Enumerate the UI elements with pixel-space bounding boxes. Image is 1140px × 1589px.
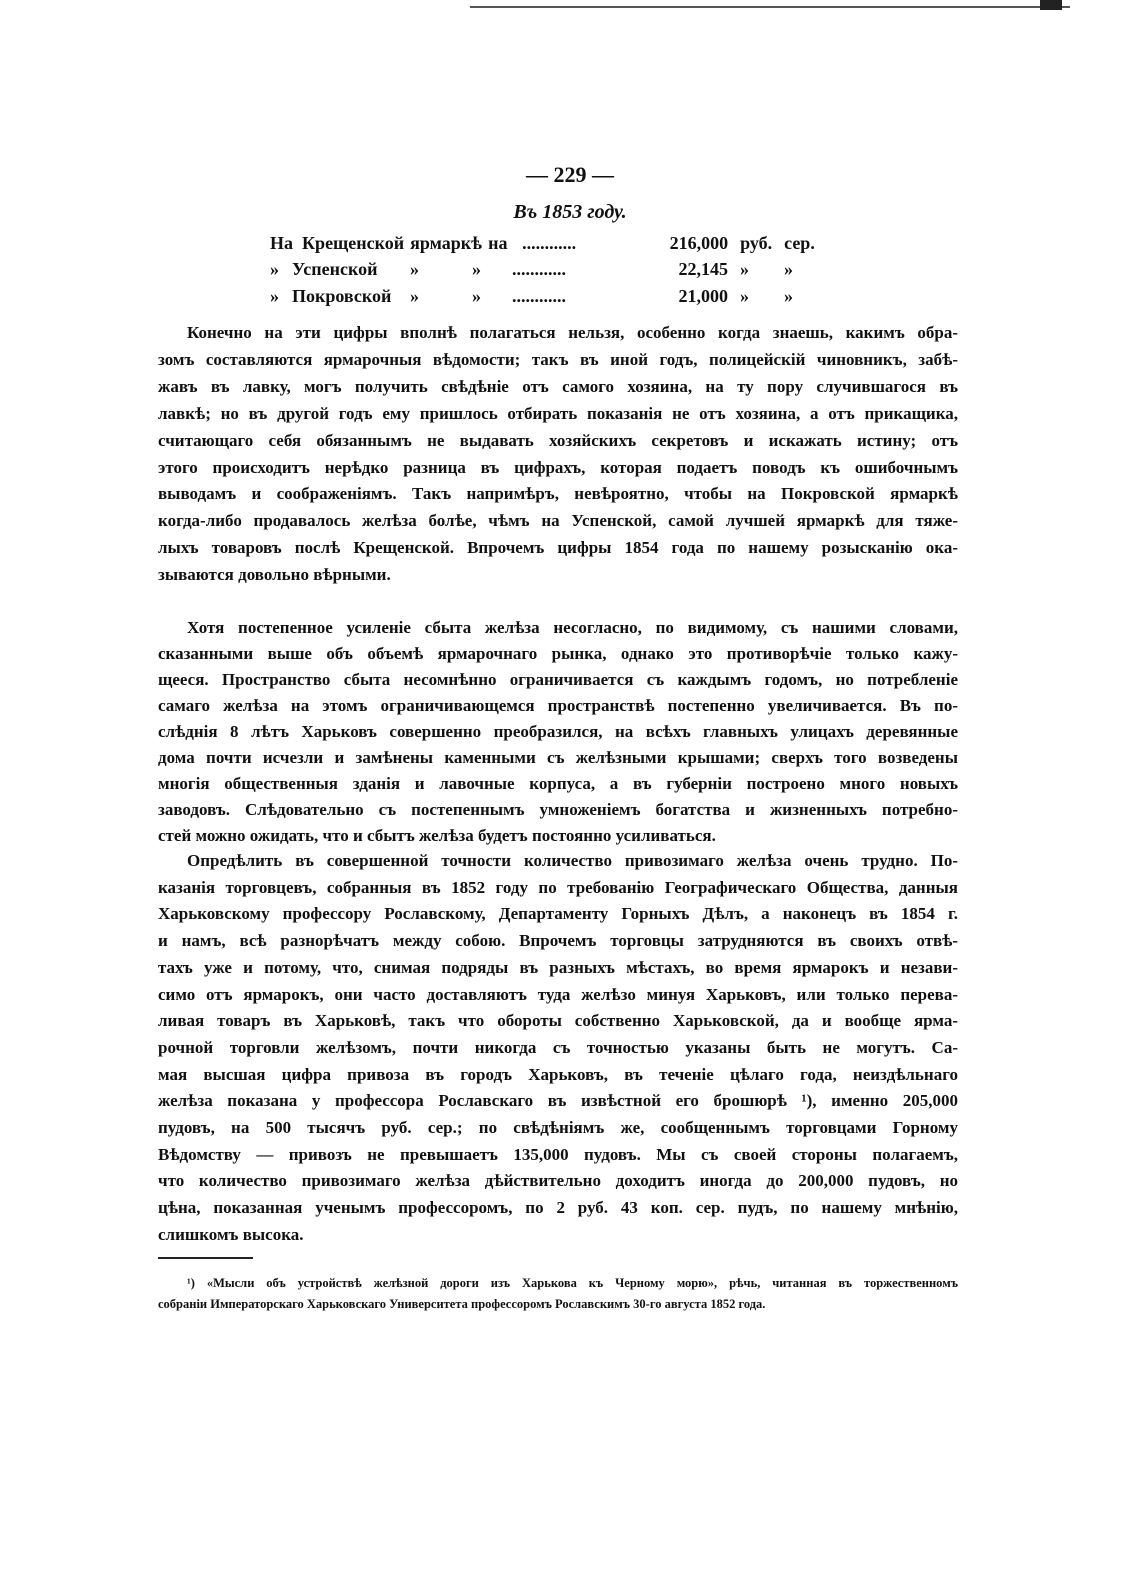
paragraph-line: и намъ, всѣ разнорѣчатъ между собою. Впрочемъ торговцы затрудняются въ своихъ отвѣ- [158,931,958,951]
fair-table-name: Успенской [292,259,378,279]
scan-edge-mark [1040,0,1062,10]
paragraph-line: что количество привозимаго желѣза дѣйствительно доходитъ иногда до 200,000 пудовъ, но [158,1171,958,1191]
fair-table-prefix: На [270,233,294,253]
fair-table-amount: 216,000 [669,233,729,253]
paragraph-line: когда-либо продавалось желѣза болѣе, чѣмъ на Успенской, самой лучшей ярмаркѣ для тяже- [158,511,958,531]
fair-table-unit1: » [740,286,749,306]
fair-table-name: Крещенской [302,233,405,253]
fair-table-row [270,257,834,281]
fair-table-prefix: » [270,286,279,306]
paragraph-line: симо отъ ярмарокъ, они часто доставляютъ туда желѣзо минуя Харьковъ, или только перева- [158,984,958,1004]
paragraph-line: Хотя постепенное усиленіе сбыта желѣза несогласно, по видимому, съ нашими словами, [187,618,958,637]
fair-table-dots: ............ [512,259,566,279]
fair-table-unit2: » [784,286,793,306]
paragraph-line: этого происходитъ нерѣдко разница въ цифрахъ, которая подаетъ поводъ къ ошибочнымъ [158,457,958,477]
fair-table-row [270,284,834,308]
paragraph-line: жавъ въ лавку, могъ получить свѣдѣніе отъ самого хозяина, на ту пору случившагося въ [158,376,958,396]
page-number: — 229 — [526,162,614,187]
paragraph-line: тахъ уже и потому, что, снимая подряды въ разныхъ мѣстахъ, во время ярмарокъ и незави- [158,957,958,977]
paragraph-line: слѣднія 8 лѣтъ Харьковъ совершенно преобразился, на всѣхъ главныхъ улицахъ деревянные [158,722,958,741]
paragraph-line: самаго желѣза на этомъ ограничивающемся пространствѣ постепенно увеличивается. Въ по- [158,696,958,715]
paragraph-line: Харьковскому профессору Рославскому, Департаменту Горныхъ Дѣлъ, а наконецъ въ 1854 г. [158,904,958,924]
paragraph-line: цѣна, показанная ученымъ профессоромъ, по 2 руб. 43 коп. сер. пудъ, по нашему мнѣнію, [158,1198,958,1218]
paragraph-line: заводовъ. Слѣдовательно съ постепеннымъ умноженіемъ богатства и жизненныхъ потребно- [158,800,958,819]
fair-table-prefix: » [270,259,279,279]
paragraph-line: рочной торговли желѣзомъ, почти никогда съ точностью указаны быть не могутъ. Са- [158,1037,958,1057]
fair-table-mid2: на [488,233,508,253]
paragraph-line: дома почти исчезли и замѣнены каменными съ желѣзными крышами; сверхъ того возведены [158,748,958,767]
paragraph-line: лыхъ товаровъ послѣ Крещенской. Впрочемъ цифры 1854 года по нашему розысканію ока- [158,538,958,558]
fair-table-row [270,231,834,255]
paragraph-line: выводамъ и соображеніямъ. Такъ напримѣръ, невѣроятно, чтобы на Покровской ярмаркѣ [158,484,958,504]
fair-table-unit2: » [784,259,793,279]
paragraph-line: многія общественныя зданія и лавочные корпуса, а въ губерніи построено много новыхъ [158,774,958,793]
paragraph-line: желѣза показана у профессора Рославскаго въ извѣстной его брошюрѣ ¹), именно 205,000 [158,1091,958,1111]
footnote-rule [158,1257,253,1259]
paragraph-line: сказанными выше объ объемѣ ярмарочнаго рынка, однако это противорѣчіе только кажу- [158,644,958,663]
fair-table-unit1: » [740,259,749,279]
fair-table-amount: 21,000 [678,286,728,306]
paragraph-line: Опредѣлить въ совершенной точности количество привозимаго желѣза очень трудно. По- [187,851,958,870]
paragraph-line: мая высшая цифра привоза въ городъ Харьковъ, въ теченіе цѣлаго года, неиздѣльнаго [158,1064,958,1084]
paragraph-line: слишкомъ высока. [158,1224,304,1244]
fair-table-name: Покровской [292,286,392,306]
paragraph-line: щееся. Пространство сбыта несомнѣнно ограничивается съ каждымъ годомъ, но потребленіе [158,670,958,689]
fair-table-mid1: » [410,286,419,306]
fair-table-unit1: руб. [740,233,773,253]
fair-table-mid2: » [472,286,481,306]
footnote-line: собраніи Императорскаго Харьковскаго Университета профессоромъ Рославскимъ 30-го августа 1852 года. [158,1297,766,1311]
fair-table-amount: 22,145 [678,259,728,279]
paragraph-line: считающаго себя обязаннымъ не выдавать хозяйскихъ секретовъ и искажать истину; отъ [158,430,958,450]
section-heading: Въ 1853 году. [513,201,627,223]
footnote-line: ¹) «Мысли объ устройствѣ желѣзной дороги изъ Харькова къ Черному морю», рѣчь, читанная въ торжественномъ [187,1276,958,1290]
paragraph-line: зываются довольно вѣрными. [158,565,391,585]
fair-table-mid1: ярмаркѣ [410,233,482,253]
paragraph-line: Вѣдомству — привозъ не превышаетъ 135,000 пудовъ. Мы съ своей стороны полагаемъ, [158,1144,958,1164]
fair-table-dots: ............ [512,286,566,306]
scan-edge-mark [470,6,1070,8]
paragraph-line: зомъ составляются ярмарочныя вѣдомости; такъ въ иной годъ, полицейскій чиновникъ, забѣ- [158,349,958,369]
fair-table-mid1: » [410,259,419,279]
fair-table-dots: ............ [522,233,577,253]
fair-table-unit2: сер. [784,233,815,253]
paragraph-line: казанія торговцевъ, собранныя въ 1852 году по требованію Географическаго Общества, данныя [158,877,958,897]
paragraph-line: пудовъ, на 500 тысячъ руб. сер.; по свѣдѣніямъ же, сообщеннымъ торговцами Горному [158,1118,958,1137]
fair-table-mid2: » [472,259,481,279]
paragraph-line: Конечно на эти цифры вполнѣ полагаться нельзя, особенно когда знаешь, какимъ обра- [187,323,958,342]
paragraph-line: лавкѣ; но въ другой годъ ему пришлось отбирать показанія не отъ хозяина, а отъ прикащика, [158,403,958,423]
paragraph-line: стей можно ожидать, что и сбытъ желѣза будетъ постоянно усиливаться. [158,826,716,845]
paragraph-line: ливая товаръ въ Харьковѣ, такъ что обороты собственно Харьковской, да и вообще ярма- [158,1011,958,1031]
